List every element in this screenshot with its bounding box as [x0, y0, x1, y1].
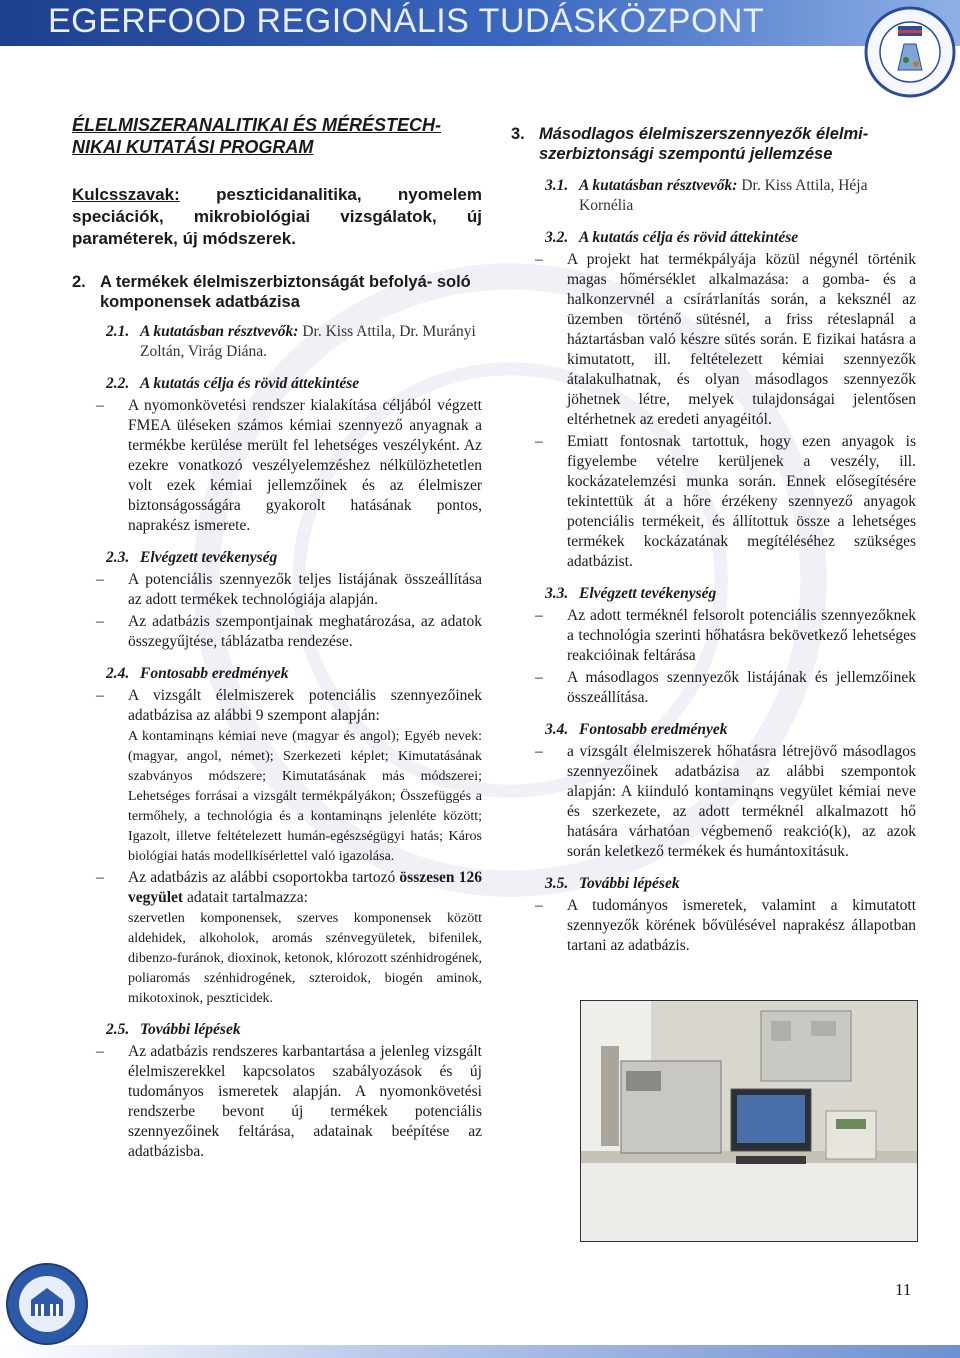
subsection-2-2: 2.2. A kutatás célja és rövid áttekintése — [106, 375, 360, 392]
subsection-2-4: 2.4. Fontosabb eredmények — [106, 665, 289, 682]
subsection-2-3: 2.3. Elvégzett tevékenység — [106, 549, 278, 566]
list-item: – Az adott terméknél felsorolt potenciális szennyezőknek a technológia szerinti hőhatásra bekövetkező lehetséges reakcióinak feltárása — [535, 607, 916, 664]
subsection-3-3: 3.3. Elvégzett tevékenység — [545, 585, 717, 602]
list-item: – A nyomonkövetési rendszer kialakítása céljából végzett FMEA üléseken számos kémiai szennyező anyagnak a termékbe kerülése merült fel lehetséges veszélyként. Az ezekre vonatkozó veszélyelemzéshez nélkülözhetetlen volt ezek kémiai jellemzőinek és az élelmiszer biztonságosságára gyakorolt hatásának pontos, naprakész ismerete. — [96, 397, 482, 534]
right-column — [511, 124, 916, 956]
laboratory-photo — [580, 1000, 918, 1242]
keywords-label: Kulcsszavak: — [72, 185, 180, 204]
list-item: – Az adatbázis szempontjainak meghatározása, az adatok összegyűjtése, táblázatba rendezése. — [96, 613, 482, 650]
subsection-3-1: 3.1. A kutatásban résztvevők: Dr. Kiss Attila, Héja Kornélia — [545, 177, 868, 214]
left-column — [72, 114, 482, 1162]
subsection-3-5: 3.5. További lépések — [545, 875, 680, 892]
list-item: – A projekt hat termékpályája közül négynél történik magas hőmérséklet alkalmazása: a gomba- és a halkonzervnél a csíráтlanítás során, a keksznél az üzemben történő sütésnél, a friss réteslapnál a háztartásban való készre sütés során. E fizikai hatásra a kimutatott, ill. feltételezett kémiai szennyezők átalakulhatnak, és olyan másodlagos szennyezők jöhetnek létre, melyek tulajdonságai jelentősen eltérhetnek az eredeti anyagéitól. — [535, 251, 916, 428]
college-seal-logo — [4, 1256, 90, 1352]
list-item: – A tudományos ismeretek, valamint a kimutatott szennyezők körének bővülésével naprakész állapotban tartani az adatbázis. — [535, 897, 916, 954]
list-item: – Emiatt fontosnak tartottuk, hogy ezen anyagok is figyelembe vételre kerüljenek a veszély, ill. kockázatelemzési munka során. Ennek elősegítésére tekintettük át a hőre érzékeny szennyező anyagok potenciális termékeit, és állítottuk össze a lehetséges termékek kockázatának megítéléséhez szükséges adatbázist. — [535, 433, 916, 570]
section-3-title: 3. Másodlagos élelmiszerszennyezők élelmi- szerbiztonsági szempontú jellemzése — [511, 125, 869, 163]
program-title: ÉLELMISZERANALITIKAI ÉS MÉRÉSTECH- NIKAI KUTATÁSI PROGRAM — [72, 115, 442, 157]
header-title: EGERFOOD REGIONÁLIS TUDÁSKÖZPONT — [48, 2, 765, 40]
list-item: – A másodlagos szennyezők listájának és jellemzőinek összeállítása. — [535, 669, 916, 706]
subsection-3-2: 3.2. A kutatás célja és rövid áttekintése — [545, 229, 799, 246]
list-item: – Az adatbázis rendszeres karbantartása a jelenleg vizsgált élelmiszerekkel kapcsolatos szabályozások és új tudományos ismeretek alapján. A nyomonkövetési rendszerbe bevont új termékek potenciális szennyezőinek feltárása, adatainak beépítése az adatbázisba. — [96, 1043, 482, 1160]
footer-bar — [0, 1345, 960, 1358]
list-item: – A potenciális szennyezők teljes listájának összeállítása az adott termékek technológiája alapján. — [96, 571, 482, 608]
subsection-3-4: 3.4. Fontosabb eredmények — [545, 721, 728, 738]
regional-center-seal-logo — [864, 4, 956, 104]
section-2-title: 2. A termékek élelmiszerbiztonságát befolyá- soló komponensek adatbázisa — [72, 273, 471, 311]
list-item: – A vizsgált élelmiszerek potenciális szennyezőinek adatbázisa az alábbi 9 szempont alapján: A kontaminąns kémiai neve (magyar és angol); Egyéb nevek: (magyar, angol, német); Szerkezeti képlet; Kimutatásának szabványos módszere; Kimutatásának más módszerei; Lehetséges forrásai a vizsgált termékpályákon; Összefüggés a termőhely, a technológia és a kontaminąns jelenléte között; Igazolt, illetve feltételezett humán-egészségügyi hatás; Káros biológiai hatás modellkísérlettel való igazolása. — [96, 687, 482, 864]
list-item: – Az adatbázis az alábbi csoportokba tartozó összesen 126 vegyület adatait tartalmazza: szervetlen komponensek, szerves komponensek között aldehidek, alkoholok, aromás szénvegyületek, bifenilek, dibenzo-furánok, dioxinok, ketonok, klórozott szénhidrogének, poliaromás szénhidrogének, szteroidok, biogén aminok, mikotoxinok, peszticidek. — [96, 869, 482, 1006]
subsection-2-1: 2.1. A kutatásban résztvevők: Dr. Kiss Attila, Dr. Murányi Zoltán, Virág Diána. — [106, 323, 476, 360]
list-item: – a vizsgált élelmiszerek hőhatásra létrejövő másodlagos szennyezőinek adatbázisa az alábbi szempontok alapján: A kiinduló kontaminąns vegyület kémiai neve és szerkezete, az adott terméknél alkalmazott hő hatására várhatóan végbemenő reakció(k), az azok során keletkező termékek és humántoxitásuk. — [535, 743, 916, 860]
page-number: 11 — [895, 1280, 912, 1299]
keywords — [72, 184, 482, 250]
subsection-2-5: 2.5. További lépések — [106, 1021, 241, 1038]
keywords-text: peszticidanalitika, nyomelem speciációk, mikrobiológiai vizsgálatok, új paraméterek, új módszerek. — [72, 185, 482, 248]
